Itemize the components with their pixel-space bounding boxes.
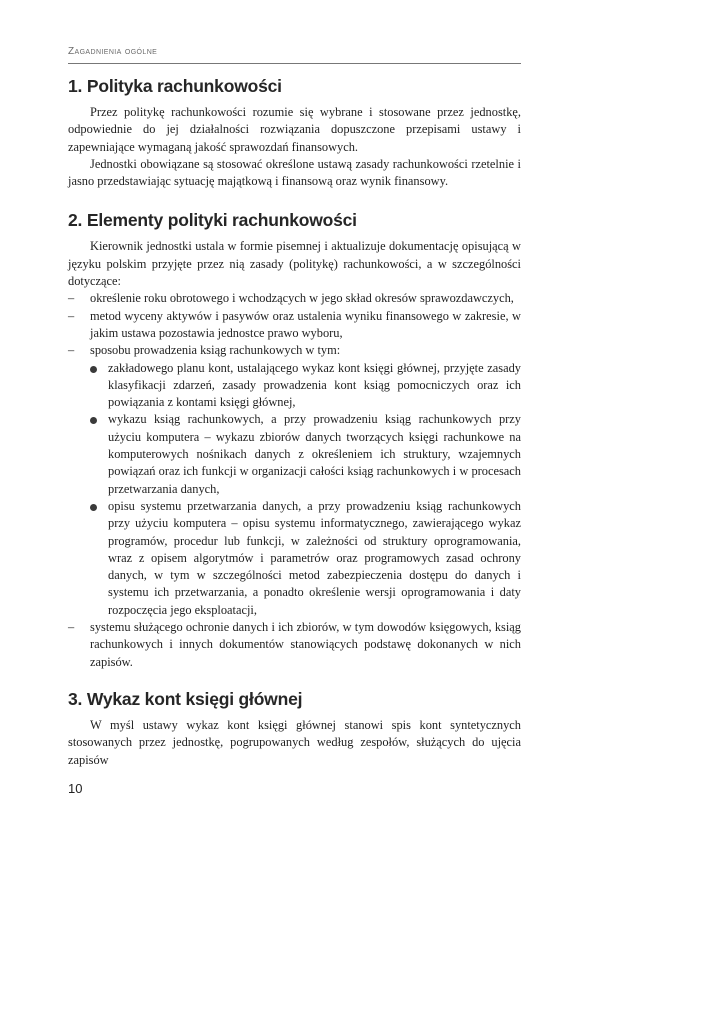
list-item-text: sposobu prowadzenia ksiąg rachunkowych w tym: [90,343,341,358]
bullet-list [88,360,521,619]
document-page [68,40,521,796]
list-item [68,342,521,619]
list-item: – systemu służącego ochronie danych i ich zbiorów, w tym dowodów księgowych, ksiąg rachunkowych i innych dokumentów stanowiących podstawę dokonanych w nich zapisów. [68,619,521,671]
bullet-item: wykazu ksiąg rachunkowych, a przy prowadzeniu ksiąg rachunkowych przy użyciu komputera – wykazu zbiorów danych tworzących księgi rachunkowe na komputerowych nośnikach danych z określeniem ich struktury, wzajemnych powiązań oraz ich funkcji w organizacji całości ksiąg rachunkowych i w procesach przetwarzania danych, [88,411,521,497]
section-2-heading: 2. Elementy polityki rachunkowości [68,210,357,231]
section-1-paragraph-1: Przez politykę rachunkowości rozumie się wybrane i stosowane przez jednostkę, odpowiednie do jej działalności rozwiązania dopuszczone przepisami ustawy i zapewniające wymaganą jakość sprawozdań finansowych. [68,105,521,154]
section-1-heading: 1. Polityka rachunkowości [68,76,282,96]
section-2-intro: Kierownik jednostki ustala w formie pisemnej i aktualizuje dokumentację opisującą w języku polskim przyjęte przez nią zasady (politykę) rachunkowości, a w szczególności dotyczące: [68,239,521,289]
section-3-heading: 3. Wykaz kont księgi głównej [68,688,303,709]
section-1-paragraph-2: Jednostki obowiązane są stosować określone ustawą zasady rachunkowości rzetelnie i jasno przedstawiając sytuację majątkową i finansową oraz wynik finansowy. [68,156,521,189]
bullet-item: zakładowego planu kont, ustalającego wykaz kont księgi głównej, przyjęte zasady klasyfikacji zdarzeń, zasady prowadzenia kont ksiąg pomocniczych oraz ich powiązania z kontami księgi głównej, [88,360,521,412]
list-item: – określenie roku obrotowego i wchodzących w jego skład okresów sprawozdawczych, [68,290,521,307]
running-head: Zagadnienia ogólne [68,46,158,57]
page-number: 10 [68,780,83,796]
header-divider [68,63,521,64]
list-item: – metod wyceny aktywów i pasywów oraz ustalenia wyniku finansowego w zakresie, w jakim ustawa pozostawia jednostce prawo wyboru, [68,308,521,343]
bullet-item: opisu systemu przetwarzania danych, a przy prowadzeniu ksiąg rachunkowych przy użyciu komputera – opisu systemu informatycznego, zawierającego wykaz programów, procedur lub funkcji, w zależności od struktury oprogramowania, wraz z opisem algorytmów i parametrów oraz programowych zasad ochrony danych, w tym w szczególności metod zabezpieczenia dostępu do danych i systemu ich przetwarzania, a ponadto określenie wersji oprogramowania i daty rozpoczęcia jego eksploatacji, [88,498,521,619]
section-3-paragraph-1: W myśl ustawy wykaz kont księgi głównej stanowi spis kont syntetycznych stosowanych przez jednostkę, pogrupowanych według zespołów, służących do ujęcia zapisów [68,717,521,767]
section-2-list [68,290,521,671]
